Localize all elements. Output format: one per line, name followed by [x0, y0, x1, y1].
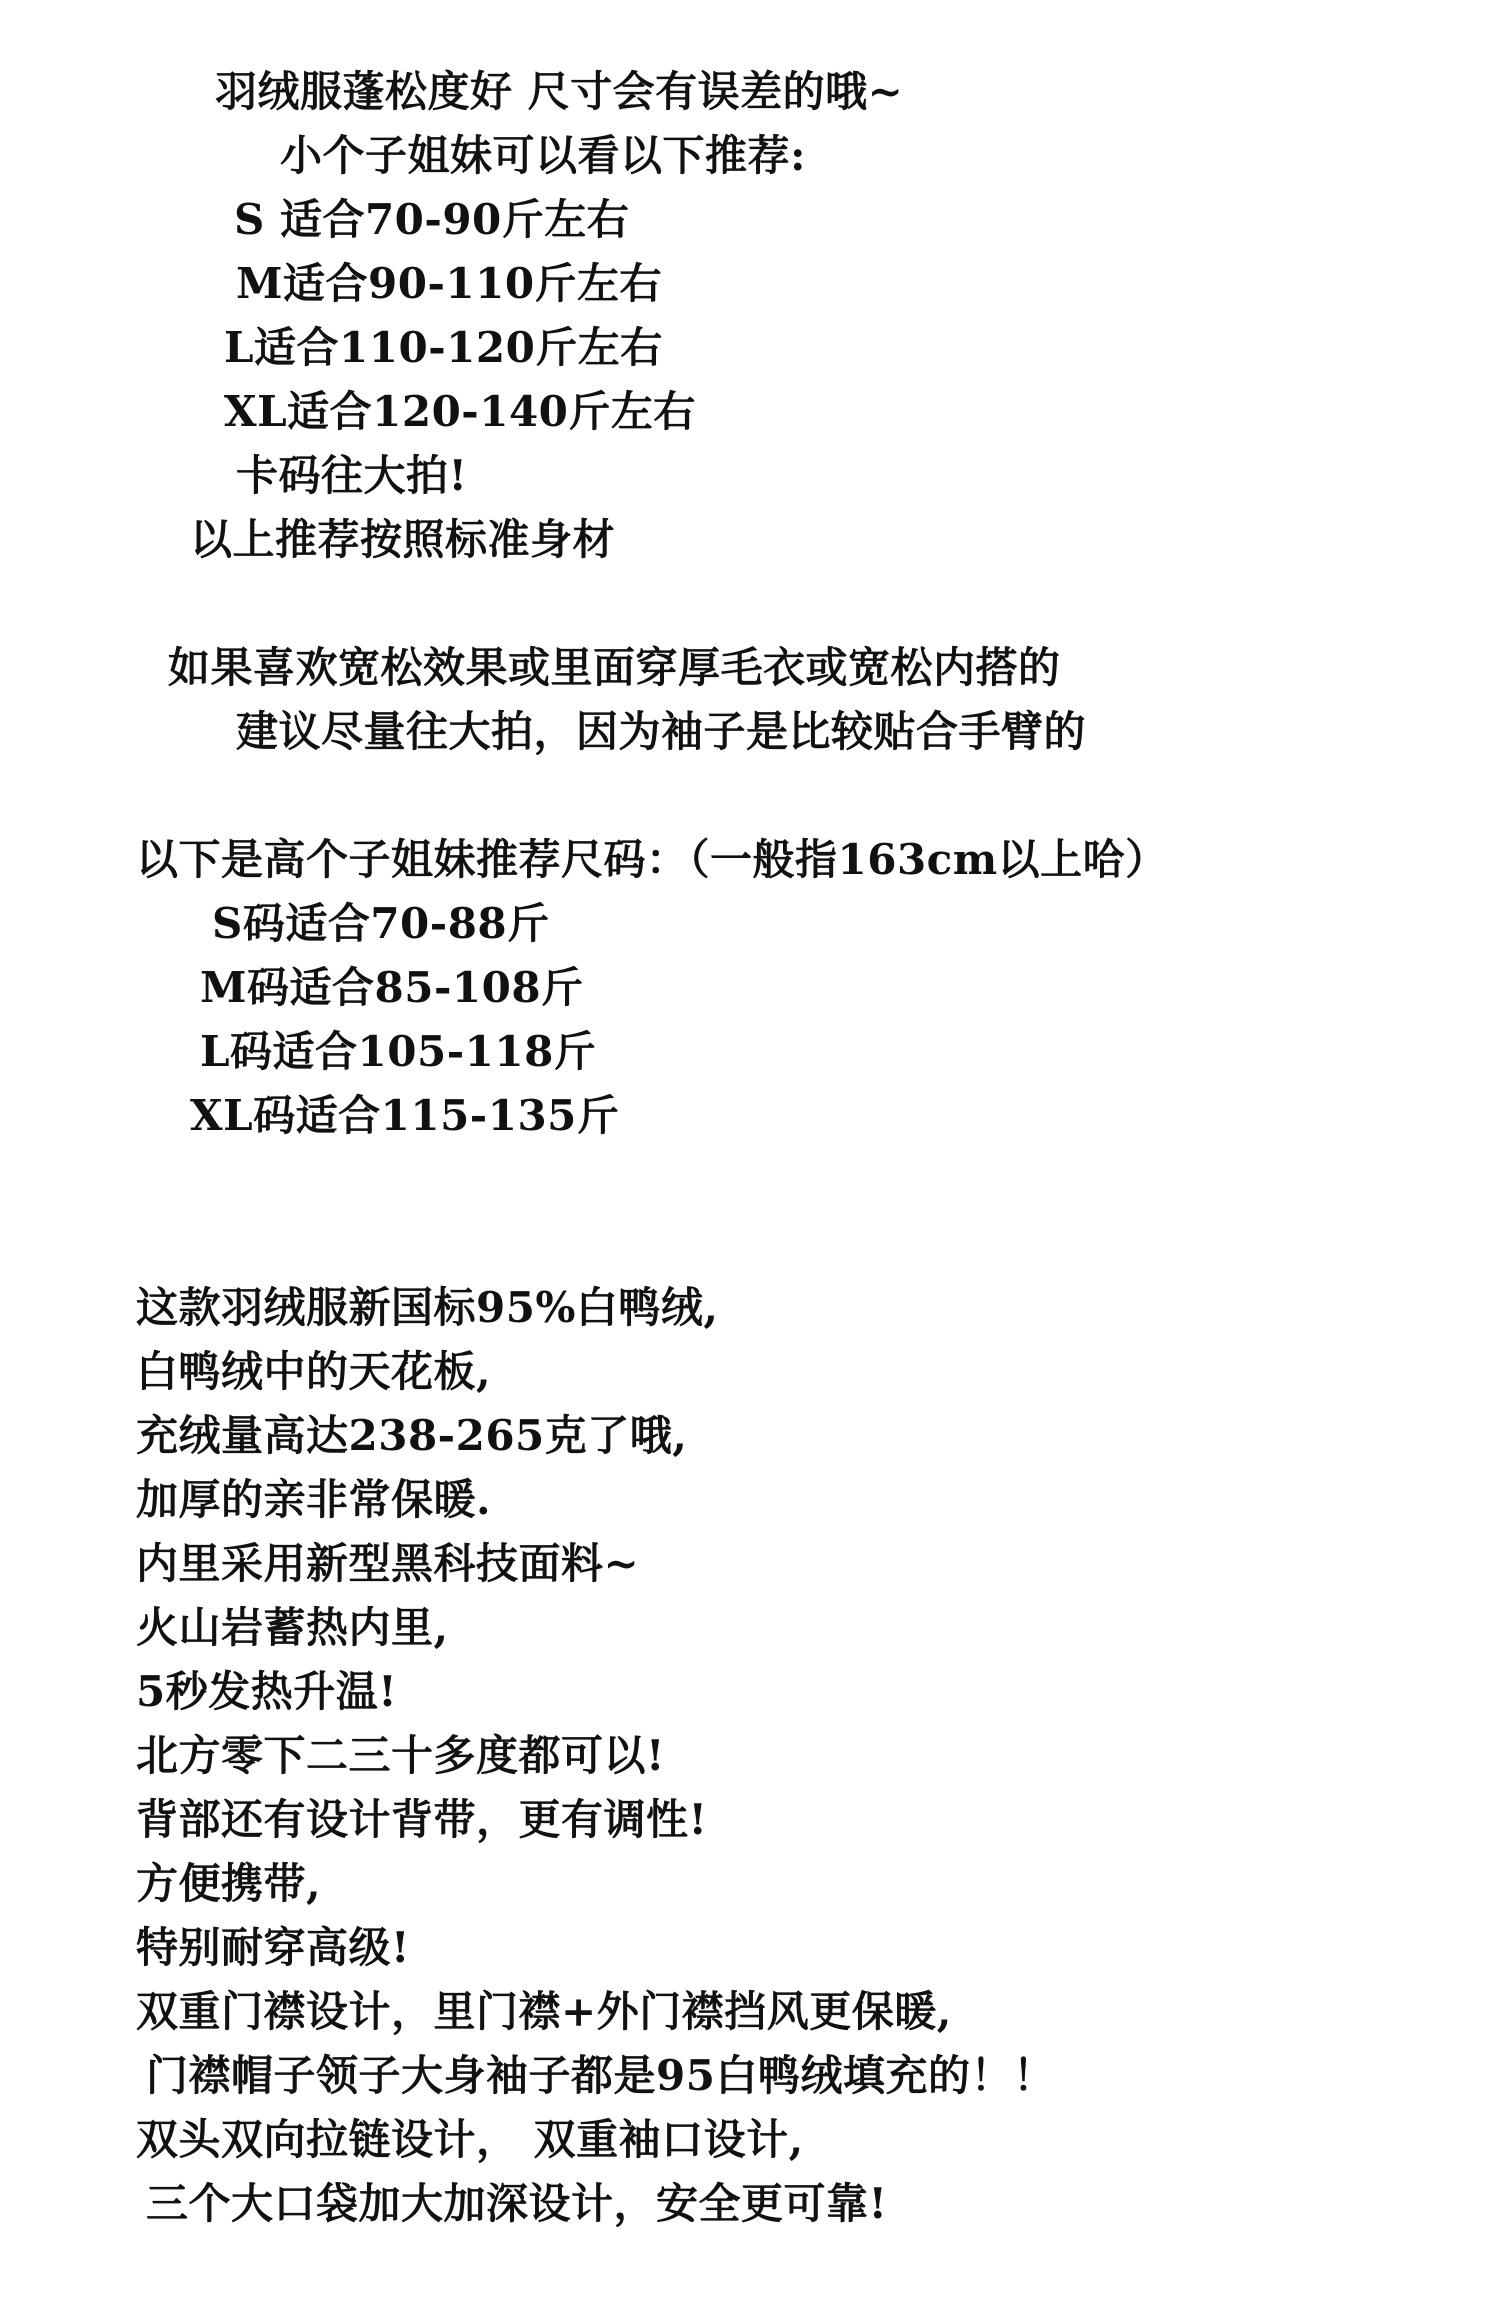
feature-line: 三个大口袋加大加深设计，安全更可靠! [146, 2179, 888, 2228]
small-size-m: M适合90-110斤左右 [236, 259, 663, 308]
tall-size-l: L码适合105-118斤 [200, 1027, 597, 1076]
small-size-l: L适合110-120斤左右 [224, 323, 663, 372]
feature-line: 门襟帽子领子大身袖子都是95白鸭绒填充的！！ [146, 2051, 1056, 2100]
feature-line: 双重门襟设计，里门襟+外门襟挡风更保暖, [136, 1987, 952, 2036]
loose-fit-line1: 如果喜欢宽松效果或里面穿厚毛衣或宽松内搭的 [168, 643, 1061, 692]
size-up-advice: 卡码往大拍! [236, 451, 468, 500]
feature-line: 北方零下二三十多度都可以! [136, 1731, 665, 1780]
tall-size-heading: 以下是高个子姐妹推荐尺码：（一般指163cm以上哈） [136, 835, 1168, 884]
intro-note-line1: 羽绒服蓬松度好 尺寸会有误差的哦~ [215, 67, 904, 116]
intro-note-line2: 小个子姐妹可以看以下推荐: [280, 131, 807, 180]
tall-size-m: M码适合85-108斤 [200, 963, 584, 1012]
feature-line: 背部还有设计背带，更有调性! [136, 1795, 708, 1844]
small-size-s: S 适合70-90斤左右 [234, 195, 630, 244]
feature-line: 这款羽绒服新国标95%白鸭绒, [136, 1283, 719, 1332]
feature-line: 方便携带, [136, 1859, 322, 1908]
tall-size-xl: XL码适合115-135斤 [190, 1091, 620, 1140]
feature-line: 双头双向拉链设计， 双重袖口设计, [136, 2115, 804, 2164]
small-size-xl: XL适合120-140斤左右 [224, 387, 696, 436]
feature-line: 内里采用新型黑科技面料~ [136, 1539, 640, 1588]
loose-fit-line2: 建议尽量往大拍，因为袖子是比较贴合手臂的 [236, 707, 1087, 756]
feature-line: 火山岩蓄热内里, [136, 1603, 449, 1652]
feature-line: 加厚的亲非常保暖. [136, 1475, 492, 1524]
feature-line: 充绒量高达238-265克了哦, [136, 1411, 688, 1460]
feature-line: 白鸭绒中的天花板, [136, 1347, 492, 1396]
feature-line: 5秒发热升温! [136, 1667, 398, 1716]
standard-body-note: 以上推荐按照标准身材 [190, 515, 616, 564]
feature-line: 特别耐穿高级! [136, 1923, 410, 1972]
tall-size-s: S码适合70-88斤 [212, 899, 550, 948]
